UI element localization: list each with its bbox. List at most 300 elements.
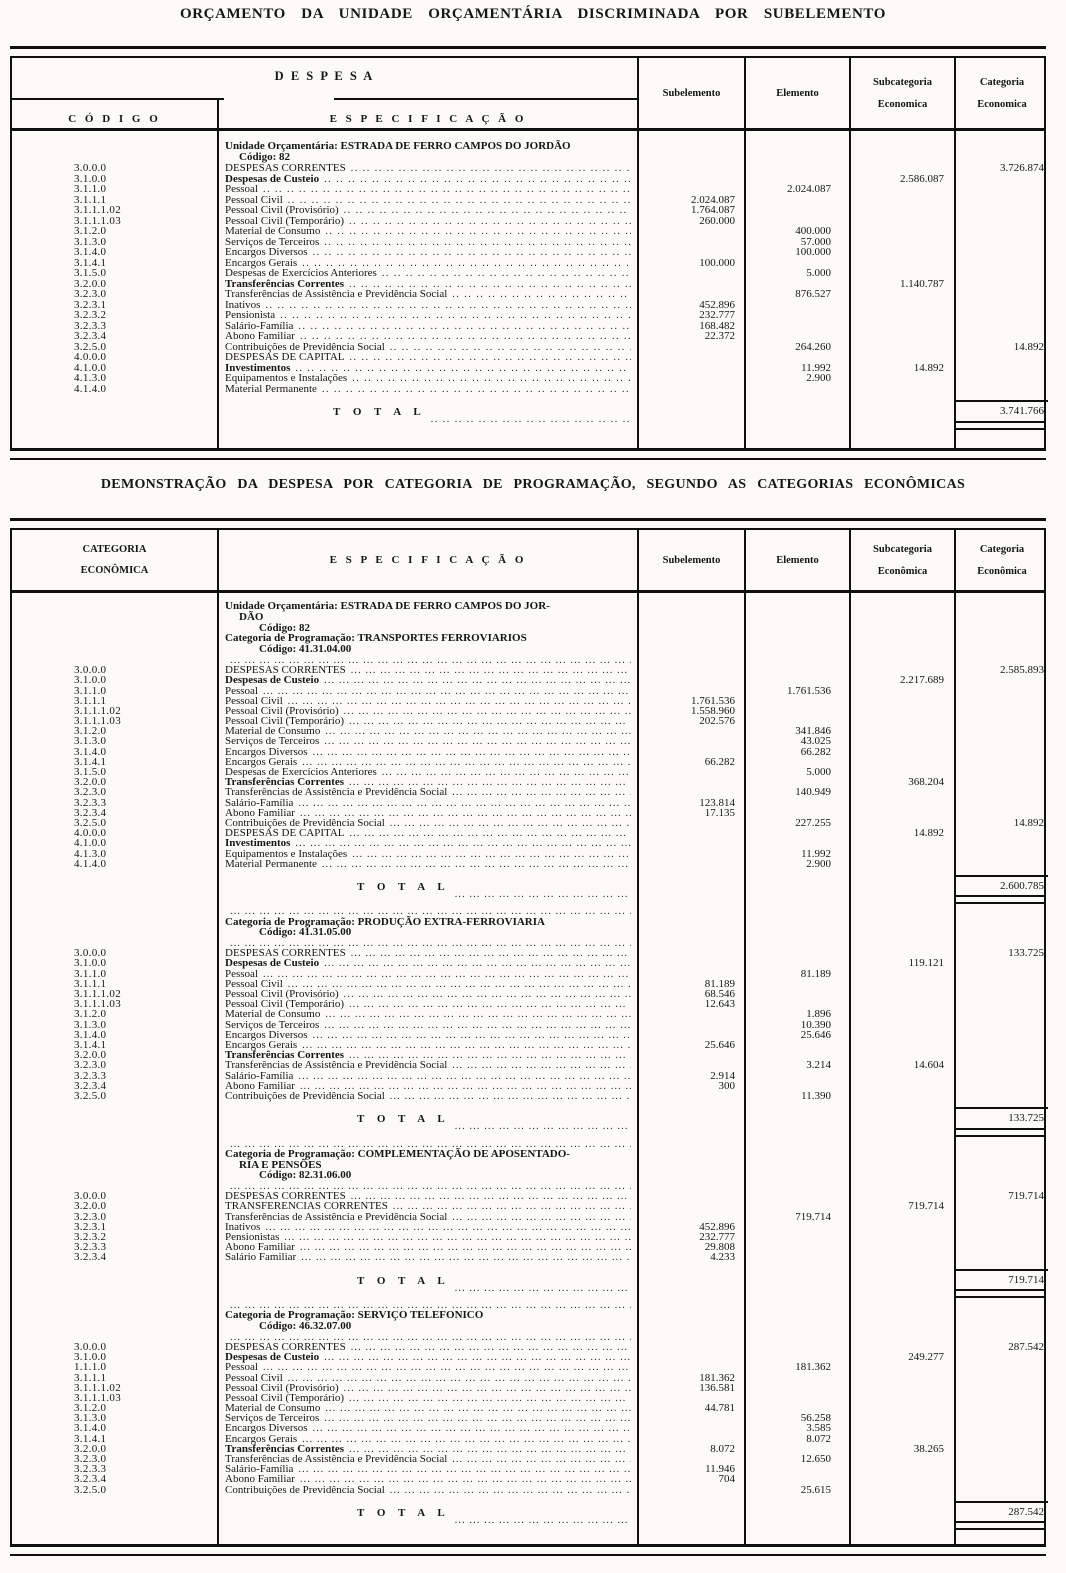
code-cell: 3.2.3.4 bbox=[74, 806, 107, 819]
code-cell bbox=[12, 917, 217, 928]
subelemento-value: 25.646 bbox=[704, 1038, 735, 1051]
code-cell: 3.1.1.1.03 bbox=[74, 715, 121, 728]
subelemento-value bbox=[637, 633, 744, 644]
subelemento-value: 232.777 bbox=[699, 309, 735, 321]
elemento-value: 264.260 bbox=[795, 340, 831, 353]
subelemento-value bbox=[637, 859, 744, 870]
table-row bbox=[12, 1332, 1044, 1342]
elemento-value: 5.000 bbox=[806, 766, 831, 779]
specification-cell: Transferências de Assistência e Previdência Social ... . bbox=[217, 787, 637, 798]
subcategoria-value: 719.714 bbox=[908, 1200, 944, 1213]
elemento-value bbox=[744, 623, 849, 634]
specification-cell: Material de Consumo .. .. bbox=[217, 226, 637, 238]
subelemento-value bbox=[637, 152, 744, 163]
specification-cell: Despesas de Custeio .. .. bbox=[217, 174, 637, 186]
specification-cell: Código: 82 bbox=[239, 151, 291, 163]
code-cell bbox=[12, 644, 217, 655]
subcategoria-value bbox=[849, 1160, 954, 1171]
table-row bbox=[12, 279, 1044, 290]
code-cell: 3.1.3.0 bbox=[74, 1412, 107, 1425]
code-cell: 3.2.3.4 bbox=[74, 330, 107, 342]
subelemento-value bbox=[637, 623, 744, 634]
table-row bbox=[12, 184, 1044, 195]
code-cell bbox=[12, 623, 217, 634]
subelemento-value: 202.576 bbox=[699, 715, 735, 728]
code-cell: 3.1.1.1.03 bbox=[74, 214, 121, 227]
subelemento-value bbox=[637, 1501, 744, 1530]
codigo-column-header: C Ó D I G O bbox=[68, 113, 161, 125]
code-cell: 3.0.0.0 bbox=[74, 162, 107, 174]
code-cell bbox=[12, 875, 217, 904]
table-row bbox=[12, 1201, 1044, 1211]
table-row bbox=[12, 1060, 1044, 1070]
table-row bbox=[12, 1212, 1044, 1222]
elemento-value bbox=[744, 1170, 849, 1181]
table-row bbox=[12, 859, 1044, 869]
table-row bbox=[12, 1474, 1044, 1484]
categoria-value bbox=[954, 859, 1048, 870]
subelemento-value: 260.000 bbox=[699, 214, 735, 227]
categoria-value: 2.585.893 bbox=[1000, 664, 1044, 677]
column-divider bbox=[849, 593, 851, 1544]
specification-cell: Encargos Gerais ... . bbox=[217, 757, 637, 768]
specification-cell: Salário Familiar ... . bbox=[217, 1252, 637, 1263]
code-cell bbox=[12, 633, 217, 644]
subelemento-value: 181.362 bbox=[699, 1371, 735, 1384]
subcategoria-value bbox=[849, 633, 954, 644]
elemento-value: 140.949 bbox=[795, 786, 831, 799]
code-cell: 3.2.3.3 bbox=[74, 1069, 107, 1082]
subcategoria-value: 1.140.787 bbox=[900, 277, 944, 290]
elemento-value bbox=[744, 1149, 849, 1160]
code-cell: 3.2.3.2 bbox=[74, 1231, 107, 1244]
specification-cell: Inativos .. .. bbox=[217, 300, 637, 312]
table-row bbox=[12, 1383, 1044, 1393]
specification-cell: Material de Consumo ... . bbox=[217, 1009, 637, 1020]
code-cell: 3.2.0.0 bbox=[74, 1200, 107, 1213]
subcategoria-value bbox=[849, 1501, 954, 1530]
subcategoria-value bbox=[849, 400, 954, 430]
code-cell bbox=[12, 927, 217, 938]
table-row bbox=[12, 363, 1044, 374]
table-row bbox=[12, 400, 1044, 430]
specification-cell: Transferências de Assistência e Previdência Social ... . bbox=[217, 1060, 637, 1071]
elemento-value bbox=[744, 927, 849, 938]
code-cell: 3.1.1.1 bbox=[74, 1371, 107, 1384]
specification-cell: Serviços de Terceiros ... . bbox=[217, 1413, 637, 1424]
subelemento-value: 66.282 bbox=[704, 755, 735, 768]
code-cell: 3.0.0.0 bbox=[74, 664, 107, 677]
table-row bbox=[12, 1232, 1044, 1242]
code-cell: 3.0.0.0 bbox=[74, 1340, 107, 1353]
elemento-value: 2.900 bbox=[806, 372, 831, 384]
table-row bbox=[12, 258, 1044, 269]
specification-cell: Serviços de Terceiros ... . bbox=[217, 1020, 637, 1031]
specification-cell: Pessoal Civil (Temporário) ... . bbox=[217, 999, 637, 1010]
subelemento-value bbox=[637, 400, 744, 430]
code-cell: 3.2.3.4 bbox=[74, 1251, 107, 1264]
dot-leader bbox=[450, 1515, 631, 1526]
column-divider bbox=[954, 131, 956, 448]
table-row bbox=[12, 1454, 1044, 1464]
table-row bbox=[12, 787, 1044, 797]
table-row bbox=[12, 623, 1044, 634]
elemento-value: 56.258 bbox=[800, 1412, 831, 1425]
elemento-value bbox=[744, 1310, 849, 1321]
categoria-value: 719.714 bbox=[1008, 1190, 1044, 1203]
specification-cell: Transferências Correntes ... . bbox=[217, 1050, 637, 1061]
table-row bbox=[12, 216, 1044, 227]
categoria-value bbox=[954, 1252, 1048, 1263]
table-row bbox=[12, 875, 1044, 904]
code-cell bbox=[12, 1107, 217, 1136]
specification-cell: DESPESAS DE CAPITAL ... . bbox=[217, 828, 637, 839]
table-row bbox=[12, 1501, 1044, 1530]
table-row bbox=[12, 601, 1044, 612]
elemento-value: 57.000 bbox=[800, 235, 831, 248]
elemento-value: 876.527 bbox=[795, 288, 831, 300]
subelemento-value: 68.546 bbox=[704, 988, 735, 1001]
code-cell: 3.1.1.1 bbox=[74, 694, 107, 707]
elemento-column-header: Elemento bbox=[744, 58, 849, 128]
specification-cell: Transferências Correntes ... . bbox=[217, 1444, 637, 1455]
elemento-value: 12.650 bbox=[800, 1453, 831, 1466]
table-row bbox=[12, 1393, 1044, 1403]
despesa-header: D E S P E S A bbox=[274, 69, 375, 83]
elemento-value: 3.214 bbox=[806, 1059, 831, 1072]
specification-cell: Transferências de Assistência e Previdência Social ... . bbox=[217, 1212, 637, 1223]
table-row bbox=[12, 1040, 1044, 1050]
elemento-value bbox=[744, 1321, 849, 1332]
elemento-value bbox=[744, 1160, 849, 1171]
subelemento-value bbox=[637, 644, 744, 655]
table-row bbox=[12, 384, 1044, 395]
table-row bbox=[12, 999, 1044, 1009]
specification-cell: Categoria de Programação: TRANSPORTES FERROVIARIOS bbox=[225, 632, 527, 645]
specification-cell: Pessoal Civil .. .. bbox=[217, 195, 637, 207]
code-cell: 3.1.1.1 bbox=[74, 193, 107, 206]
elemento-value bbox=[744, 612, 849, 623]
code-cell bbox=[12, 141, 217, 152]
specification-cell: Pessoal .. .. bbox=[217, 184, 637, 196]
table-bottom-rule bbox=[10, 448, 1046, 460]
subelemento-value: 1.761.536 bbox=[691, 694, 735, 707]
subelemento-value bbox=[637, 927, 744, 938]
subelemento-value bbox=[637, 1091, 744, 1102]
code-cell: 1.1.1.0 bbox=[74, 1361, 107, 1374]
table-row bbox=[12, 1413, 1044, 1423]
subelemento-value bbox=[637, 1310, 744, 1321]
code-cell: 3.1.0.0 bbox=[74, 957, 107, 970]
subcategoria-value: 2.217.689 bbox=[900, 674, 944, 687]
specification-cell: RIA E PENSÕES bbox=[239, 1158, 322, 1171]
code-cell: 4.1.0.0 bbox=[74, 361, 107, 374]
table-row bbox=[12, 665, 1044, 675]
code-cell: 3.1.5.0 bbox=[74, 766, 107, 779]
table1-body bbox=[10, 131, 1046, 448]
subelemento-value bbox=[637, 612, 744, 623]
categoria-value bbox=[954, 1170, 1048, 1181]
table-row bbox=[12, 352, 1044, 363]
code-cell: 3.0.0.0 bbox=[74, 1190, 107, 1203]
subcategoria-value bbox=[849, 1149, 954, 1160]
categoria-value: 14.892 bbox=[1013, 816, 1044, 829]
categoria-value bbox=[954, 633, 1048, 644]
categoria-value bbox=[954, 384, 1048, 396]
subcategoria-value: 119.121 bbox=[908, 957, 944, 970]
page-title: ORÇAMENTO DA UNIDADE ORÇAMENTÁRIA DISCRIMINADA POR SUBELEMENTO bbox=[179, 6, 887, 22]
code-cell: 3.1.4.1 bbox=[74, 1038, 107, 1051]
subcategoria-value bbox=[849, 1310, 954, 1321]
table-row bbox=[12, 1149, 1044, 1160]
subelemento-value: 22.372 bbox=[704, 330, 735, 342]
column-divider bbox=[217, 131, 219, 448]
specification-cell: Salário-Família ... . bbox=[217, 1464, 637, 1475]
table-row bbox=[12, 612, 1044, 623]
categoria-value: 14.892 bbox=[1013, 340, 1044, 353]
code-cell: 3.2.3.1 bbox=[74, 1220, 107, 1233]
budget-by-subelement-table bbox=[10, 46, 1046, 460]
subcategoria-value bbox=[849, 384, 954, 396]
categoria-value: 3.726.874 bbox=[1000, 162, 1044, 174]
table-row bbox=[12, 655, 1044, 665]
table-row bbox=[12, 1321, 1044, 1332]
specification-cell: Encargos Diversos ... . bbox=[217, 1030, 637, 1041]
categoria-value bbox=[954, 917, 1048, 928]
subelemento-value: 452.896 bbox=[699, 1220, 735, 1233]
elemento-value bbox=[744, 400, 849, 430]
categoria-value bbox=[954, 623, 1048, 634]
table-row bbox=[12, 1352, 1044, 1362]
subelemento-value: 8.072 bbox=[710, 1442, 735, 1455]
table-top-rule bbox=[10, 46, 1046, 58]
table-row bbox=[12, 321, 1044, 332]
dot-leader bbox=[450, 889, 631, 900]
table-row bbox=[12, 1170, 1044, 1181]
elemento-value: 400.000 bbox=[795, 225, 831, 237]
subelemento-value bbox=[637, 1160, 744, 1171]
table-row bbox=[12, 818, 1044, 828]
code-cell bbox=[12, 1149, 217, 1160]
specification-cell: Encargos Diversos .. .. bbox=[217, 247, 637, 259]
specification-cell: Transferências Correntes ... . bbox=[217, 777, 637, 788]
subcategoria-value: 14.892 bbox=[913, 827, 944, 840]
categoria-value: 287.542 bbox=[1008, 1340, 1044, 1353]
specification-cell: Despesas de Custeio ... . bbox=[217, 675, 637, 686]
categoria-value: 719.714 bbox=[954, 1269, 1048, 1298]
subelemento-value: 452.896 bbox=[699, 298, 735, 311]
table-row bbox=[12, 141, 1044, 152]
specification-cell: Pessoal ... . bbox=[217, 969, 637, 980]
column-divider bbox=[744, 593, 746, 1544]
table1-header bbox=[10, 58, 1046, 128]
subcategoria-value bbox=[849, 1091, 954, 1102]
subelemento-value bbox=[637, 917, 744, 928]
dot-leader bbox=[385, 1091, 631, 1102]
dot-leader bbox=[426, 414, 631, 426]
code-cell: 3.2.3.2 bbox=[74, 309, 107, 321]
table-row bbox=[12, 1009, 1044, 1019]
table-row bbox=[12, 938, 1044, 948]
elemento-value bbox=[744, 384, 849, 396]
elemento-value: 11.390 bbox=[801, 1089, 831, 1102]
specification-cell: Pessoal Civil (Provisório) ... . bbox=[217, 1383, 637, 1394]
section-title: DEMONSTRAÇÃO DA DESPESA POR CATEGORIA DE PROGRAMAÇÃO, SEGUNDO AS CATEGORIAS ECONÔMICAS bbox=[100, 477, 966, 492]
subcategoria-value bbox=[849, 141, 954, 152]
categoria-value bbox=[954, 1310, 1048, 1321]
code-cell: 3.1.2.0 bbox=[74, 1008, 107, 1021]
specification-cell: Serviços de Terceiros .. .. bbox=[217, 237, 637, 249]
subcategoria-value bbox=[849, 927, 954, 938]
table-row bbox=[12, 747, 1044, 757]
subcategoria-value bbox=[849, 644, 954, 655]
table2-body bbox=[10, 593, 1046, 1544]
subelemento-value: 168.482 bbox=[699, 319, 735, 332]
specification-cell: Contribuições de Previdência Social ... . bbox=[217, 818, 637, 829]
table-row bbox=[12, 644, 1044, 655]
subcategoria-column-header: Subcategoria Econômica bbox=[849, 530, 954, 590]
subelemento-value: 4.233 bbox=[710, 1251, 735, 1264]
subelemento-value: 11.946 bbox=[705, 1463, 735, 1476]
table-row bbox=[12, 1310, 1044, 1321]
elemento-value: 1.761.536 bbox=[787, 684, 831, 697]
elemento-value: 2.024.087 bbox=[787, 183, 831, 195]
subelemento-value bbox=[637, 1321, 744, 1332]
specification-cell: Pessoal Civil (Provisório) ... . bbox=[217, 989, 637, 1000]
table-row bbox=[12, 1030, 1044, 1040]
specification-cell: Encargos Diversos ... . bbox=[217, 747, 637, 758]
categoria-value bbox=[954, 927, 1048, 938]
specification-cell: Encargos Gerais .. .. bbox=[217, 258, 637, 270]
table-row bbox=[12, 686, 1044, 696]
elemento-value bbox=[744, 1501, 849, 1530]
code-cell: 3.2.3.3 bbox=[74, 1463, 107, 1476]
elemento-value bbox=[744, 1269, 849, 1298]
code-cell: 3.1.3.0 bbox=[74, 735, 107, 748]
code-cell: 3.1.1.1.03 bbox=[74, 998, 121, 1011]
table-row bbox=[12, 195, 1044, 206]
dot-leader bbox=[450, 1121, 631, 1132]
subelemento-value: 704 bbox=[718, 1473, 735, 1486]
specification-cell: Categoria de Programação: PRODUÇÃO EXTRA-FERROVIARIA bbox=[225, 915, 545, 928]
specification-cell: T O T A L ... . bbox=[217, 1501, 637, 1530]
code-cell: 4.1.3.0 bbox=[74, 847, 107, 860]
code-cell: 3.2.0.0 bbox=[74, 776, 107, 789]
table-row bbox=[12, 1181, 1044, 1191]
subcategoria-value bbox=[849, 612, 954, 623]
column-divider bbox=[637, 593, 639, 1544]
code-cell: 3.1.4.1 bbox=[74, 256, 107, 269]
table-row bbox=[12, 917, 1044, 928]
especificacao-column-header: E S P E C I F I C A Ç Ã O bbox=[217, 530, 637, 590]
code-cell: 3.1.1.1.02 bbox=[74, 1381, 121, 1394]
specification-cell: Encargos Gerais ... . bbox=[217, 1434, 637, 1445]
elemento-value bbox=[744, 601, 849, 612]
specification-cell: Salário-Família .. .. bbox=[217, 321, 637, 333]
subcategoria-value bbox=[849, 875, 954, 904]
specification-cell: Abono Familiar ... . bbox=[217, 1242, 637, 1253]
elemento-value: 100.000 bbox=[795, 246, 831, 258]
especificacao-column-header: E S P E C I F I C A Ç Ã O bbox=[217, 100, 637, 128]
categoria-value bbox=[954, 1485, 1048, 1496]
code-cell: 3.2.3.3 bbox=[74, 1241, 107, 1254]
subelemento-value: 136.581 bbox=[699, 1381, 735, 1394]
specification-cell: Código: 41.31.04.00 bbox=[259, 643, 352, 656]
specification-cell: DESPESAS CORRENTES .. .. bbox=[217, 163, 637, 175]
table-row bbox=[12, 205, 1044, 216]
subcategoria-value bbox=[849, 1107, 954, 1136]
specification-cell: Despesas de Custeio ... . bbox=[217, 1352, 637, 1363]
specification-cell: Transferências de Assistência e Previdência Social .. .. bbox=[217, 289, 637, 301]
elemento-value: 181.362 bbox=[795, 1361, 831, 1374]
specification-cell: Pessoal Civil (Provisório) ... . bbox=[217, 706, 637, 717]
specification-cell: Pessoal Civil ... . bbox=[217, 979, 637, 990]
table-row bbox=[12, 675, 1044, 685]
table-row bbox=[12, 906, 1044, 916]
subelemento-value bbox=[637, 1149, 744, 1160]
table-row bbox=[12, 757, 1044, 767]
table-row bbox=[12, 706, 1044, 716]
table-row bbox=[12, 1373, 1044, 1383]
subcategoria-value: 2.586.087 bbox=[900, 172, 944, 185]
specification-cell: TRANSFERENCIAS CORRENTES ... . bbox=[217, 1201, 637, 1212]
table-row bbox=[12, 237, 1044, 248]
subcategoria-value: 14.892 bbox=[913, 361, 944, 374]
specification-cell: DESPESAS DE CAPITAL .. .. bbox=[217, 352, 637, 364]
table-row bbox=[12, 1050, 1044, 1060]
table-row bbox=[12, 1464, 1044, 1474]
subelemento-value bbox=[637, 875, 744, 904]
subcategoria-value bbox=[849, 1269, 954, 1298]
dot-leader bbox=[385, 1485, 631, 1496]
code-cell: 3.1.0.0 bbox=[74, 674, 107, 687]
table-row bbox=[12, 849, 1044, 859]
specification-cell: Equipamentos e Instalações ... . bbox=[217, 849, 637, 860]
code-cell: 3.1.0.0 bbox=[74, 1351, 107, 1364]
specification-cell: Material Permanente .. .. bbox=[217, 384, 637, 396]
specification-cell: Pensionistas ... . bbox=[217, 1232, 637, 1243]
specification-cell: Contribuições de Previdência Social ... . bbox=[217, 1485, 637, 1496]
table-row bbox=[12, 163, 1044, 174]
code-cell: 3.1.3.0 bbox=[74, 235, 107, 248]
code-cell: 4.0.0.0 bbox=[74, 827, 107, 840]
table-row bbox=[12, 247, 1044, 258]
subcategoria-value: 38.265 bbox=[913, 1442, 944, 1455]
specification-cell: Despesas de Custeio ... . bbox=[217, 958, 637, 969]
subelemento-value: 12.643 bbox=[704, 998, 735, 1011]
subelemento-value: 1.764.087 bbox=[691, 204, 735, 216]
table-row bbox=[12, 1434, 1044, 1444]
specification-cell: Pessoal Civil ... . bbox=[217, 1373, 637, 1384]
elemento-value bbox=[744, 644, 849, 655]
table-row bbox=[12, 1081, 1044, 1091]
code-cell: 4.1.4.0 bbox=[74, 382, 107, 395]
table-row bbox=[12, 948, 1044, 958]
table-row bbox=[12, 1020, 1044, 1030]
categoria-economica-column-header: CATEGORIA ECONÔMICA bbox=[80, 544, 149, 576]
code-cell: 3.0.0.0 bbox=[74, 947, 107, 960]
table-row bbox=[12, 342, 1044, 353]
code-cell: 3.2.5.0 bbox=[74, 1089, 107, 1102]
specification-cell: Investimentos .. .. bbox=[217, 363, 637, 375]
subelemento-value bbox=[637, 141, 744, 152]
code-cell bbox=[12, 1501, 217, 1530]
subcategoria-value: 368.204 bbox=[908, 776, 944, 789]
code-cell bbox=[12, 152, 217, 163]
elemento-value: 10.390 bbox=[800, 1018, 831, 1031]
code-cell: 4.1.4.0 bbox=[74, 857, 107, 870]
table-row bbox=[12, 798, 1044, 808]
